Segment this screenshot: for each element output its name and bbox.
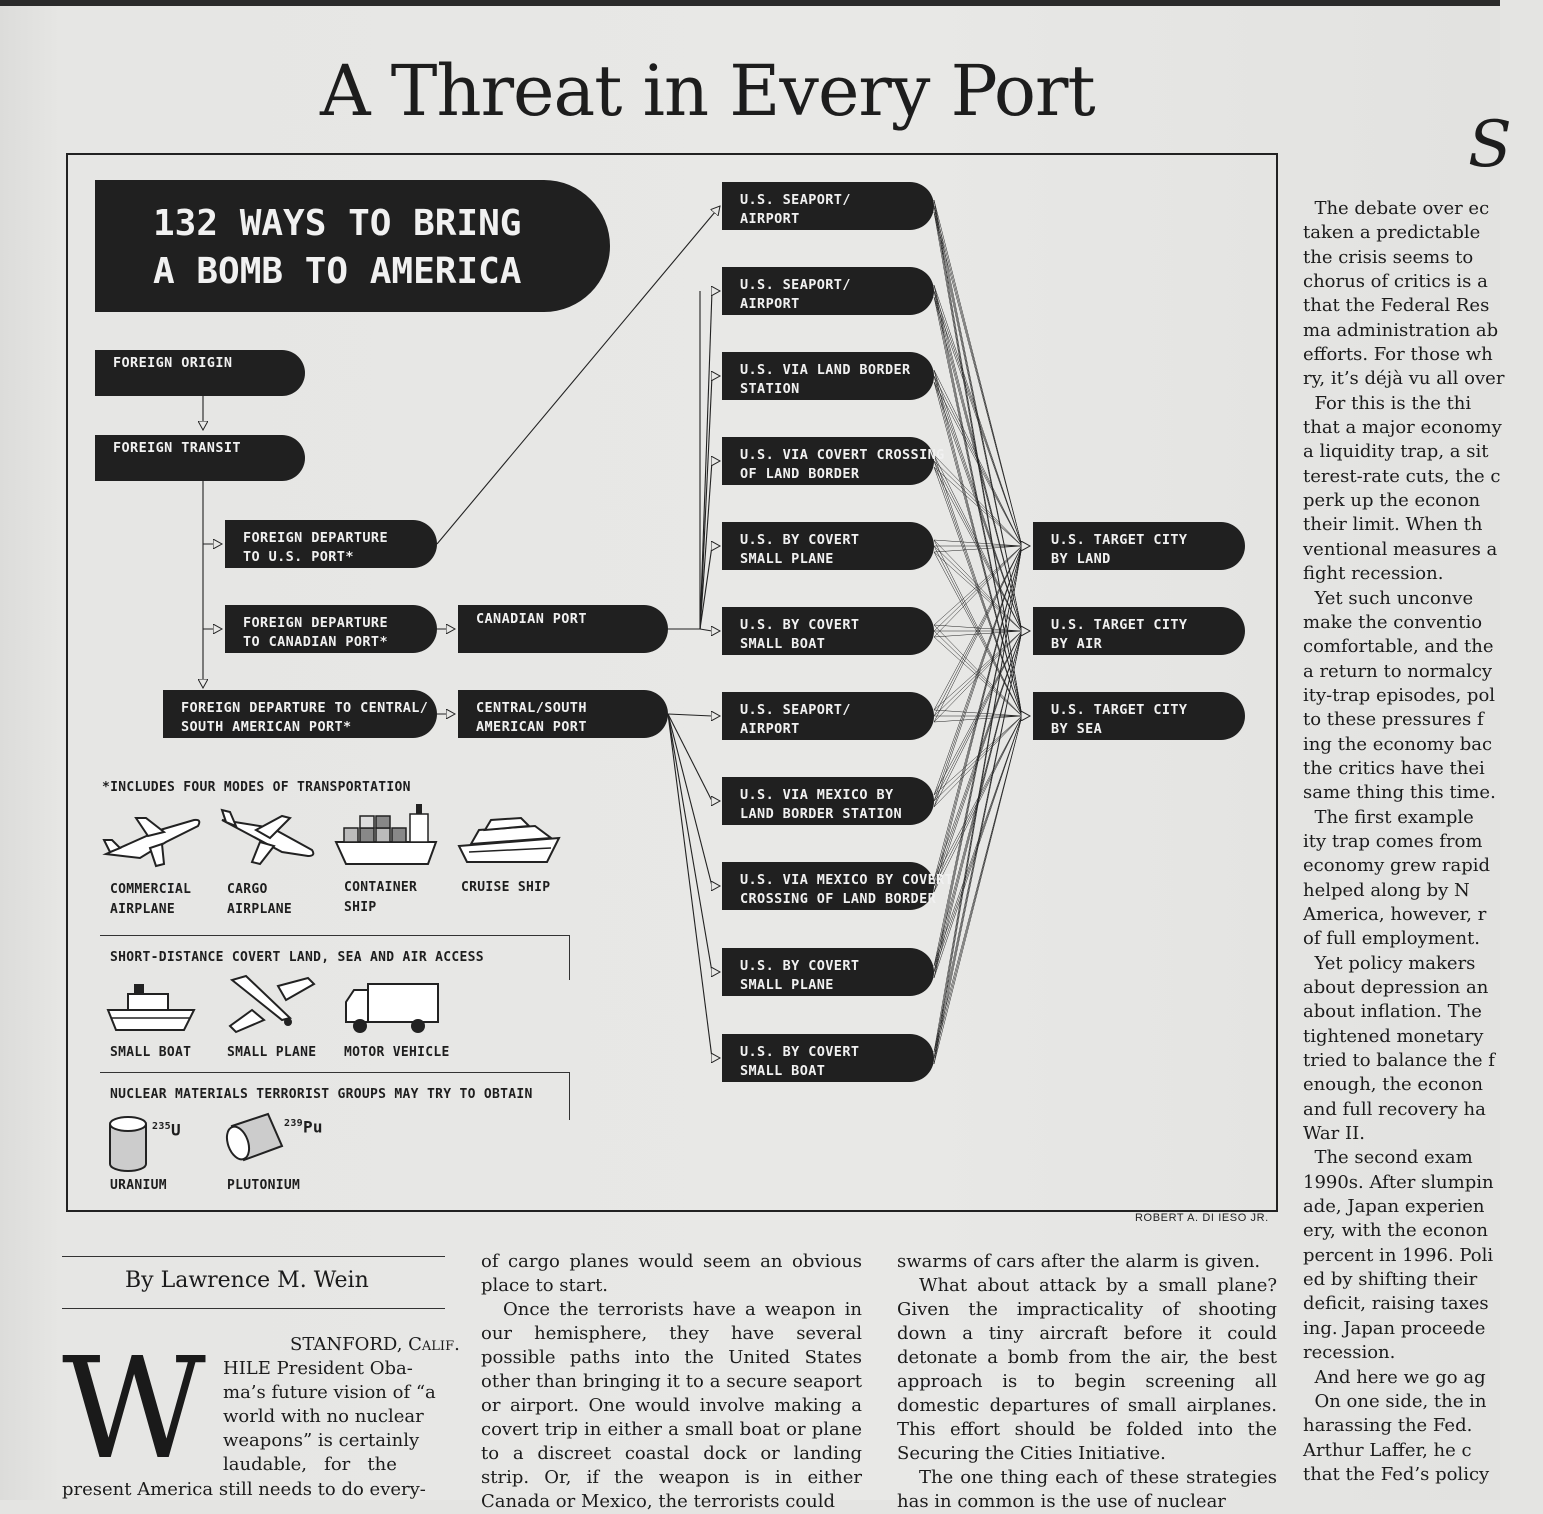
node-label: BY LAND [1051, 551, 1111, 567]
connector-entry-target [934, 546, 1022, 710]
text-line: economy grew rapid [1303, 855, 1491, 877]
node-target-air [1033, 607, 1245, 655]
text-line: ma’s future vision of “a [223, 1382, 436, 1403]
container-ship-icon [332, 800, 442, 870]
node-label: TO U.S. PORT* [243, 549, 354, 565]
text-line: recession. [1303, 1342, 1396, 1364]
node-label: LAND BORDER STATION [740, 806, 903, 822]
text-line: ed by shifting their [1303, 1269, 1478, 1291]
node-label: AIRPORT [740, 211, 800, 227]
connector-south-fan [668, 714, 712, 1058]
node-label: CANADIAN PORT [476, 611, 587, 627]
text-line: On one side, the in [1303, 1390, 1487, 1412]
node-central-south-american-port [458, 690, 668, 738]
node-label: BY AIR [1051, 636, 1103, 652]
node-canadian-port [458, 605, 668, 653]
uranium-isotope [152, 1117, 181, 1140]
connector-south-fan [668, 714, 712, 801]
text-line: a liquidity trap, a sit [1303, 441, 1489, 463]
graphic-title-line2: A BOMB TO AMERICA [153, 251, 522, 292]
node-label: U.S. TARGET CITY [1051, 617, 1188, 633]
graphic-credit: ROBERT A. DI IESO JR. [1135, 1212, 1269, 1224]
commercial-airplane-icon [100, 810, 205, 870]
legend-divider-2 [100, 1072, 570, 1073]
node-label: STATION [740, 381, 800, 397]
text-line: Yet such unconve [1303, 587, 1474, 609]
legend-modes-header: *INCLUDES FOUR MODES OF TRANSPORTATION [102, 780, 411, 795]
text-line: chorus of critics is a [1303, 271, 1488, 293]
legend-label: COMMERCIAL [110, 882, 192, 897]
legend-label: CONTAINER [344, 880, 418, 895]
text-line: same thing this time. [1303, 782, 1496, 804]
text-line: ade, Japan experien [1303, 1196, 1485, 1218]
node-label: SMALL BOAT [740, 636, 826, 652]
text-line: tried to balance the f [1303, 1050, 1495, 1072]
small-boat-icon [104, 980, 199, 1035]
text-line: that the Fed’s policy [1303, 1463, 1490, 1485]
text-line: Yet policy makers [1303, 952, 1476, 974]
text-line: terest-rate cuts, the c [1303, 465, 1501, 487]
legend-mode-cruise [461, 878, 550, 898]
node-label: FOREIGN DEPARTURE TO CENTRAL/ [181, 700, 429, 716]
legend-covert-boat: SMALL BOAT [110, 1045, 192, 1060]
connector-entry-target [934, 212, 1022, 546]
node-label: U.S. VIA MEXICO BY [740, 787, 894, 803]
node-label: U.S. SEAPORT/ [740, 277, 851, 293]
node-label: U.S. VIA LAND BORDER [740, 362, 911, 378]
dateline [290, 1333, 460, 1357]
node-entry-7 [722, 692, 934, 740]
plutonium-cylinder-icon [218, 1110, 288, 1166]
text-line: world with no nuclear [223, 1406, 424, 1427]
node-label: U.S. TARGET CITY [1051, 532, 1188, 548]
node-label: U.S. VIA COVERT CROSSING [740, 447, 945, 463]
node-departure-us [225, 520, 437, 568]
text-line: comfortable, and the [1303, 636, 1494, 658]
text-line: that a major economy [1303, 417, 1502, 439]
legend-materials-header: NUCLEAR MATERIALS TERRORIST GROUPS MAY TRY TO OBTAIN [110, 1087, 533, 1102]
element-symbol: Pu [302, 1117, 323, 1137]
legend-divider-1 [100, 935, 570, 936]
legend-divider-2-tick [569, 1072, 570, 1120]
node-entry-1 [722, 182, 934, 230]
small-plane-icon [222, 970, 322, 1040]
text-line: The second exam [1303, 1147, 1473, 1169]
connector-canada-fan [700, 629, 712, 631]
text-line: percent in 1996. Poli [1303, 1244, 1494, 1266]
article-col1-bottom: present America still needs to do every- [62, 1479, 426, 1500]
text-line: ing the economy bac [1303, 733, 1493, 755]
legend-label: AIRPLANE [110, 902, 176, 917]
drop-cap: W [62, 1328, 206, 1491]
text-line: laudable, for the [223, 1454, 397, 1475]
node-entry-11 [722, 1034, 934, 1082]
graphic-title-line1: 132 WAYS TO BRING [153, 203, 522, 244]
article-col3 [897, 1250, 1277, 1514]
uranium-cylinder-icon [106, 1114, 150, 1174]
legend-label: AIRPLANE [227, 902, 293, 917]
text-line: ity trap comes from [1303, 830, 1483, 852]
connector-south-fan [668, 714, 712, 972]
text-line: ma administration ab [1303, 319, 1499, 341]
legend-divider-1-tick [569, 935, 570, 980]
text-line: For this is the thi [1303, 392, 1472, 414]
text-line: And here we go ag [1303, 1366, 1486, 1388]
paragraph: What about attack by a small plane? Given the impracticality of shooting down a tiny aircraft before it could detonate a bomb from the air, the best approach is to begin screening all domestic departures of small airplanes. This effort should be folded into the Securing the Cities Initiative. [897, 1275, 1277, 1464]
plutonium-isotope [284, 1114, 323, 1137]
node-label: U.S. BY COVERT [740, 532, 860, 548]
node-foreign-origin [95, 350, 305, 396]
adjacent-article-column [1303, 197, 1543, 1487]
node-label: U.S. VIA MEXICO BY COVERT [740, 872, 954, 888]
text-line: ing. Japan proceede [1303, 1317, 1486, 1339]
side-headline-fragment: S [1468, 108, 1512, 182]
node-label: AIRPORT [740, 296, 800, 312]
connector-entry-target [934, 370, 1022, 546]
connector-entry-target [934, 376, 1022, 546]
node-entry-10 [722, 948, 934, 996]
text-line: 1990s. After slumpin [1303, 1171, 1494, 1193]
cargo-airplane-icon [212, 808, 322, 868]
text-line: about inflation. The [1303, 1001, 1482, 1023]
node-label: SMALL PLANE [740, 551, 834, 567]
node-target-sea [1033, 692, 1245, 740]
legend-uranium: URANIUM [110, 1178, 167, 1193]
node-label: U.S. TARGET CITY [1051, 702, 1188, 718]
text-line: fight recession. [1303, 563, 1444, 585]
legend-covert-vehicle: MOTOR VEHICLE [344, 1045, 450, 1060]
node-target-land [1033, 522, 1245, 570]
text-line: their limit. When th [1303, 514, 1483, 536]
node-label: CROSSING OF LAND BORDER [740, 891, 937, 907]
text-line: about depression an [1303, 977, 1489, 998]
legend-label: SHIP [344, 900, 377, 915]
paragraph: The one thing each of these strategies has in common is the use of nuclear [897, 1467, 1277, 1512]
text-line: and full recovery ha [1303, 1098, 1486, 1120]
legend-plutonium: PLUTONIUM [227, 1178, 301, 1193]
connector-entry-target [934, 382, 1022, 546]
connector-south-fan [668, 714, 712, 716]
connector-canada-fan [700, 291, 712, 629]
text-line: ery, with the econon [1303, 1220, 1488, 1242]
cruise-ship-icon [455, 808, 565, 868]
article-col2 [481, 1250, 862, 1514]
node-entry-6 [722, 607, 934, 655]
node-label: U.S. BY COVERT [740, 617, 860, 633]
node-label: OF LAND BORDER [740, 466, 860, 482]
legend-covert-plane: SMALL PLANE [227, 1045, 317, 1060]
text-line: War II. [1303, 1123, 1365, 1145]
text-line: the critics have thei [1303, 757, 1485, 779]
node-label: SOUTH AMERICAN PORT* [181, 719, 352, 735]
node-label: U.S. BY COVERT [740, 1044, 860, 1060]
connector-entry-target [934, 455, 1022, 546]
node-entry-4 [722, 437, 945, 485]
legend-label: CARGO [227, 882, 268, 897]
node-departure-south-america [163, 690, 437, 738]
paragraph: of cargo planes would seem an obvious place to start. [481, 1251, 862, 1296]
node-entry-8 [722, 777, 934, 825]
node-label: FOREIGN DEPARTURE [243, 530, 388, 546]
dateline-text: STANFORD, Calif. [290, 1334, 460, 1355]
node-label: U.S. BY COVERT [740, 958, 860, 974]
node-label: FOREIGN ORIGIN [113, 355, 233, 371]
node-label: CENTRAL/SOUTH [476, 700, 587, 716]
text-line: perk up the econon [1303, 490, 1481, 512]
text-line: Arthur Laffer, he c [1303, 1439, 1472, 1461]
text-line: The debate over ec [1303, 198, 1490, 219]
text-line: the crisis seems to [1303, 246, 1474, 268]
byline-rule-top [62, 1256, 445, 1257]
node-label: TO CANADIAN PORT* [243, 634, 388, 650]
text-line: ry, it’s déjà vu all over [1303, 368, 1505, 390]
node-label: SMALL PLANE [740, 977, 834, 993]
text-line: of full employment. [1303, 928, 1480, 950]
byline: By Lawrence M. Wein [125, 1268, 369, 1293]
node-label: SMALL BOAT [740, 1063, 826, 1079]
text-line: America, however, r [1303, 903, 1487, 925]
node-entry-2 [722, 267, 934, 315]
text-line: ventional measures a [1303, 538, 1498, 560]
article-col1 [223, 1357, 445, 1477]
text-line: deficit, raising taxes [1303, 1293, 1489, 1315]
node-entry-5 [722, 522, 934, 570]
node-label: U.S. SEAPORT/ [740, 702, 851, 718]
graphic-title [95, 180, 610, 312]
motor-vehicle-icon [342, 978, 442, 1038]
legend-label: CRUISE SHIP [461, 880, 551, 895]
node-label: FOREIGN TRANSIT [113, 440, 241, 456]
node-label: U.S. SEAPORT/ [740, 192, 851, 208]
node-foreign-transit [95, 435, 305, 481]
node-label: BY SEA [1051, 721, 1103, 737]
legend-mode-cargo [227, 880, 292, 920]
node-departure-canada [225, 605, 437, 653]
node-label: FOREIGN DEPARTURE [243, 615, 388, 631]
legend-mode-container [344, 878, 417, 918]
legend-mode-commercial [110, 880, 191, 920]
text-line: weapons” is certainly [223, 1430, 420, 1451]
element-symbol: U [170, 1120, 181, 1140]
text-line: to these pressures f [1303, 709, 1484, 731]
connector-south-fan [668, 714, 712, 886]
text-line: helped along by N [1303, 879, 1470, 901]
text-line: HILE President Oba- [223, 1358, 413, 1379]
text-line: harassing the Fed. [1303, 1415, 1473, 1437]
text-line: enough, the econon [1303, 1074, 1484, 1096]
headline: A Threat in Every Port [320, 50, 1095, 132]
byline-rule-bottom [62, 1308, 445, 1309]
paragraph: Once the terrorists have a weapon in our hemisphere, they have several possible paths into the United States other than bringing it to a secure seaport or airport. One would involve making a covert trip in either a small boat or plane to a discreet coastal dock or landing strip. Or, if the weapon is in either Canada or Mexico, the terrorists could [481, 1299, 862, 1512]
text-line: a return to normalcy [1303, 660, 1493, 682]
text-line: efforts. For those wh [1303, 344, 1493, 366]
text-line: tightened monetary [1303, 1025, 1484, 1047]
node-label: AIRPORT [740, 721, 800, 737]
connector-entry-target [934, 461, 1022, 546]
text-line: The first example [1303, 806, 1474, 828]
legend-covert-header: SHORT-DISTANCE COVERT LAND, SEA AND AIR ACCESS [110, 950, 484, 965]
connector-entry-target [934, 291, 1022, 546]
text-line: make the conventio [1303, 611, 1483, 633]
text-line: that the Federal Res [1303, 295, 1490, 317]
paragraph: swarms of cars after the alarm is given. [897, 1251, 1261, 1272]
text-line: ity-trap episodes, pol [1303, 684, 1496, 706]
node-label: AMERICAN PORT [476, 719, 587, 735]
isotope-mass: 235 [152, 1121, 171, 1132]
connector-canada-fan [700, 461, 712, 629]
node-entry-9 [722, 862, 954, 910]
isotope-mass: 239 [284, 1118, 303, 1129]
text-line: taken a predictable [1303, 222, 1481, 244]
node-entry-3 [722, 352, 934, 400]
connector-entry-target [934, 546, 1022, 892]
